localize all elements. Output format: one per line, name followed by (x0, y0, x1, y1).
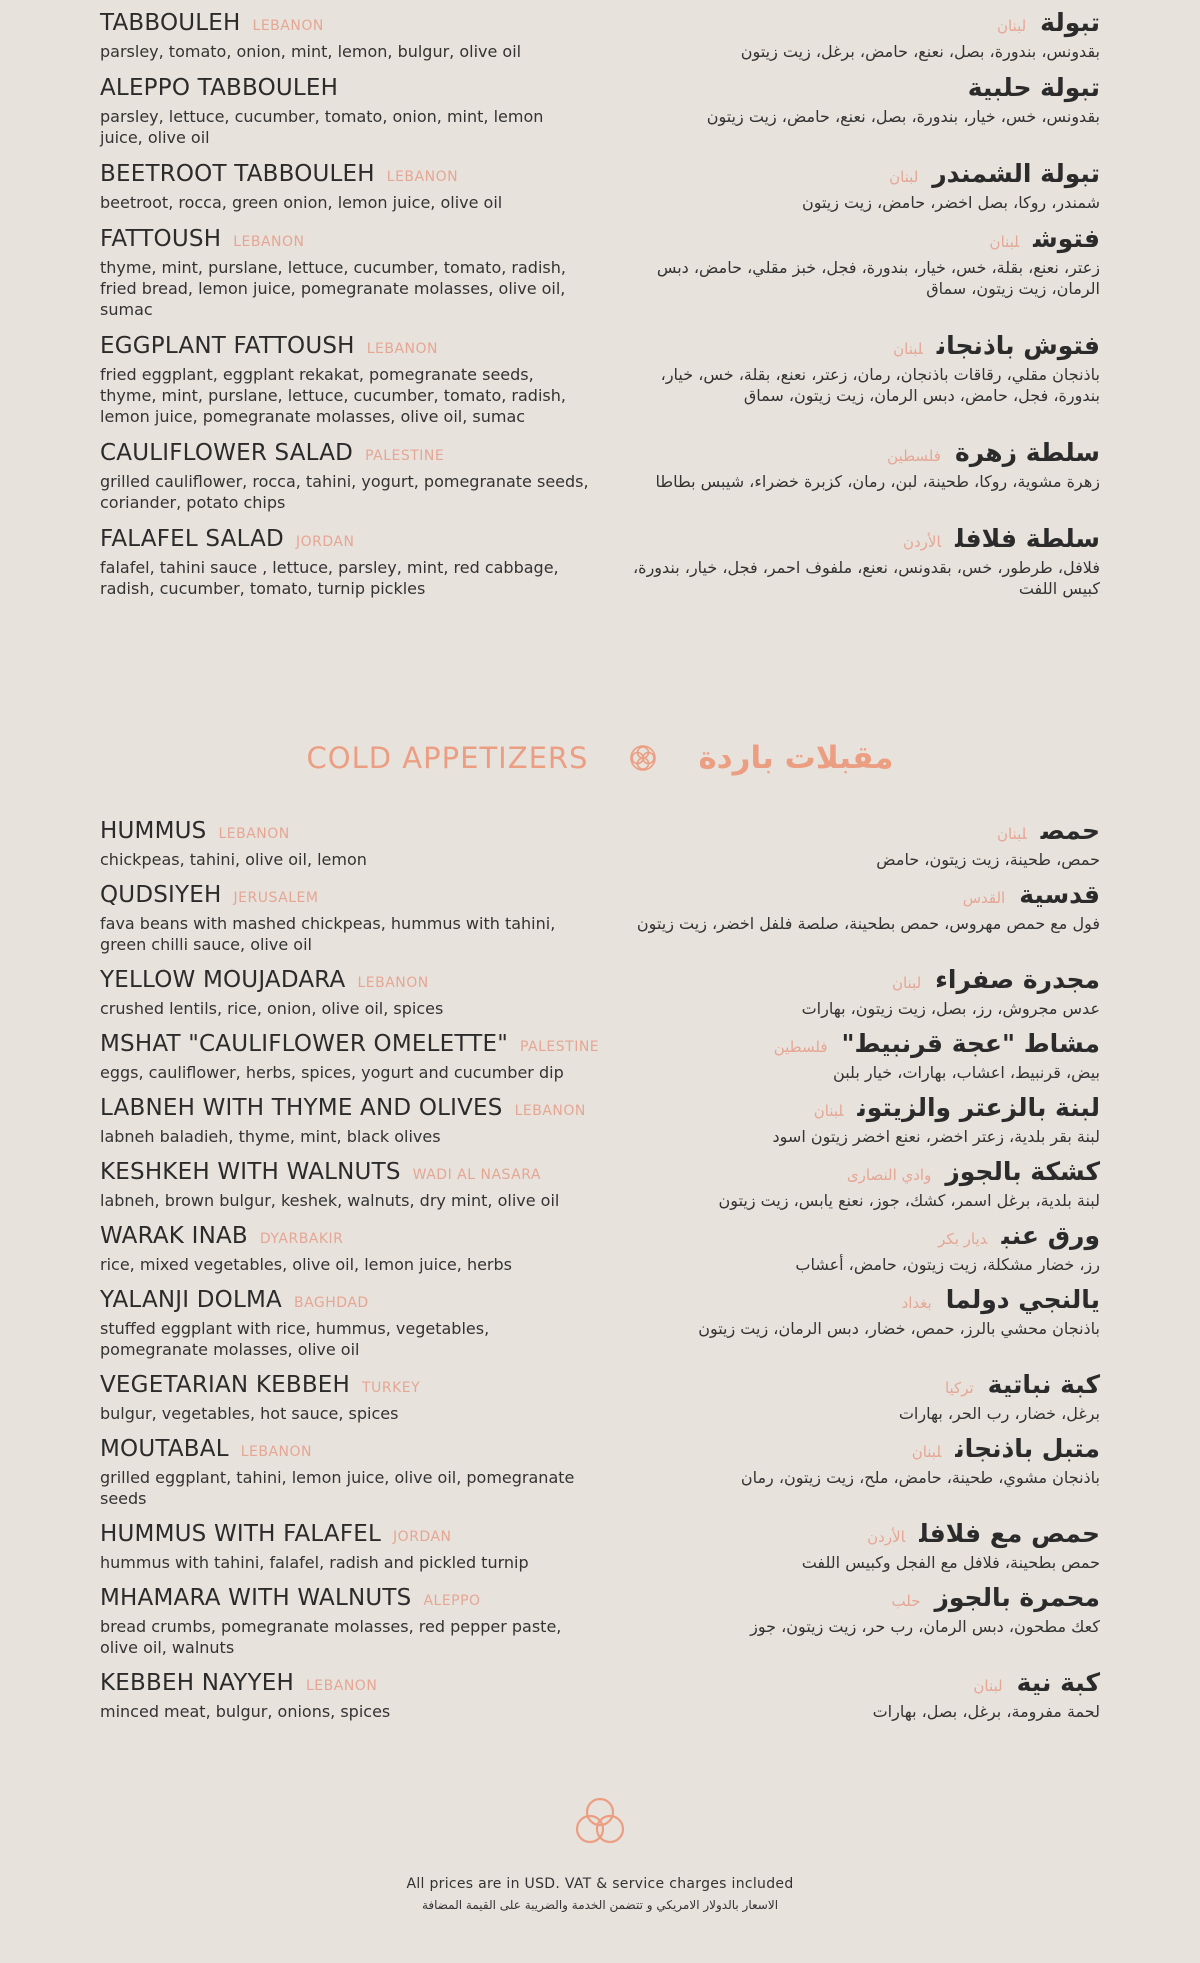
dish-name-en: EGGPLANT FATTOUSH (100, 333, 355, 359)
dish-name-en: LABNEH WITH THYME AND OLIVES (100, 1095, 503, 1121)
menu-item (0, 1583, 1200, 1658)
dish-origin-ar: لبنان (911, 1443, 942, 1461)
dish-description-en: bread crumbs, pomegranate molasses, red pepper paste, olive oil, walnuts (100, 1617, 562, 1657)
menu-item-en (100, 880, 590, 955)
dish-description-ar: زعتر، نعنع، بقلة، خس، خيار، بندورة، فجل، خبز مقلي، حامض، دبس الرمان، زيت زيتون، سماق (656, 258, 1100, 298)
menu-item (0, 1093, 1200, 1147)
dish-name-en: TABBOULEH (100, 10, 241, 36)
menu-item-ar (630, 816, 1100, 870)
dish-name-ar: متبل باذنجان (955, 1434, 1100, 1463)
menu-item (0, 880, 1200, 955)
dish-description-ar: بقدونس، خس، خيار، بندورة، بصل، نعنع، حامض، زيت زيتون (706, 107, 1100, 126)
menu-item-en (100, 73, 590, 148)
dish-name-en: ALEPPO TABBOULEH (100, 75, 339, 101)
menu-item (0, 965, 1200, 1019)
dish-name-ar: تبولة حلبية (967, 73, 1100, 102)
dish-name-en: YELLOW MOUJADARA (100, 967, 346, 993)
dish-origin-en: JORDAN (295, 534, 355, 550)
dish-origin-en: LEBANON (366, 341, 438, 357)
menu-item (0, 224, 1200, 320)
dish-description-ar: لبنة بلدية، برغل اسمر، كشك، جوز، نعنع يابس، زيت زيتون (718, 1191, 1100, 1210)
cold-appetizers-section (0, 816, 1200, 1732)
footer (0, 1792, 1200, 1912)
dish-name-ar: حمص مع فلافل (919, 1519, 1100, 1548)
dish-name-en: YALANJI DOLMA (100, 1287, 282, 1313)
menu-item-ar (630, 880, 1100, 955)
menu-item-en (100, 1583, 590, 1658)
menu-item-en (100, 1370, 590, 1424)
dish-origin-en: LEBANON (240, 1444, 313, 1460)
dish-origin-en: DYARBAKIR (259, 1231, 344, 1247)
menu-item-en (100, 1285, 590, 1360)
dish-origin-en: ALEPPO (423, 1593, 481, 1609)
dish-description-en: stuffed eggplant with rice, hummus, vegetables, pomegranate molasses, olive oil (100, 1319, 490, 1359)
menu-item (0, 1370, 1200, 1424)
menu-item-en (100, 524, 590, 599)
dish-name-ar: يالنجي دولما (945, 1285, 1100, 1314)
menu-item-ar (630, 73, 1100, 148)
dish-name-en: MOUTABAL (100, 1436, 229, 1462)
dish-name-ar: كشكة بالجوز (945, 1157, 1100, 1186)
menu-item (0, 1434, 1200, 1509)
dish-name-en: CAULIFLOWER SALAD (100, 440, 354, 466)
menu-item-ar (630, 1221, 1100, 1275)
dish-description-en: minced meat, bulgur, onions, spices (100, 1702, 391, 1721)
dish-description-ar: شمندر، روكا، بصل اخضر، حامض، زيت زيتون (801, 193, 1100, 212)
dish-name-en: MSHAT "CAULIFLOWER OMELETTE" (100, 1031, 508, 1057)
dish-description-en: rice, mixed vegetables, olive oil, lemon juice, herbs (100, 1255, 512, 1274)
dish-origin-en: TURKEY (362, 1380, 421, 1396)
dish-origin-en: JORDAN (393, 1529, 452, 1545)
menu-item-ar (630, 1583, 1100, 1658)
dish-description-en: labneh baladieh, thyme, mint, black olives (100, 1127, 441, 1146)
dish-origin-ar: لبنان (813, 1102, 844, 1120)
menu-item-ar (630, 965, 1100, 1019)
dish-description-ar: فول مع حمص مهروس، حمص بطحينة، صلصة فلفل اخضر، زيت زيتون (636, 914, 1100, 933)
menu-item (0, 159, 1200, 213)
cold-appetizers-header (0, 736, 1200, 780)
menu-item-ar (630, 1370, 1100, 1424)
dish-origin-en: LEBANON (233, 234, 305, 250)
salads-section (0, 8, 1200, 610)
menu-item (0, 331, 1200, 427)
dish-name-ar: تبولة (1040, 8, 1100, 37)
dish-origin-ar: لبنان (989, 233, 1020, 251)
dish-name-en: HUMMUS WITH FALAFEL (100, 1521, 382, 1547)
menu-item-ar (630, 524, 1100, 599)
dish-description-ar: عدس مجروش، رز، بصل، زيت زيتون، بهارات (801, 999, 1100, 1018)
dish-origin-en: BAGHDAD (293, 1295, 369, 1311)
menu-item-ar (630, 1434, 1100, 1509)
menu-item-en (100, 816, 590, 870)
menu-item-ar (630, 1519, 1100, 1573)
menu-item-ar (630, 438, 1100, 513)
dish-description-ar: كعك مطحون، دبس الرمان، رب حر، زيت زيتون، جوز (750, 1617, 1100, 1636)
menu-item-en (100, 1221, 590, 1275)
dish-origin-ar: لبنان (996, 825, 1027, 843)
dish-description-en: hummus with tahini, falafel, radish and pickled turnip (100, 1553, 529, 1572)
dish-description-ar: باذنجان مشوي، طحينة، حامض، ملح، زيت زيتون، رمان (740, 1468, 1100, 1487)
dish-origin-en: LEBANON (218, 826, 290, 842)
flower-ornament-icon (628, 743, 658, 773)
cold-appetizers-title-ar: مقبلات باردة (698, 740, 894, 776)
menu-item-ar (630, 1029, 1100, 1083)
menu-item-ar (630, 331, 1100, 427)
menu-item-ar (630, 1157, 1100, 1211)
menu-item-en (100, 1093, 590, 1147)
dish-description-en: bulgur, vegetables, hot sauce, spices (100, 1404, 399, 1423)
dish-name-ar: مجدرة صفراء (935, 965, 1100, 994)
dish-name-en: HUMMUS (100, 818, 207, 844)
dish-name-en: KESHKEH WITH WALNUTS (100, 1159, 401, 1185)
dish-origin-en: JERUSALEM (233, 890, 319, 906)
menu-item (0, 1668, 1200, 1722)
dish-origin-ar: لبنان (893, 340, 923, 358)
dish-name-ar: سلطة زهرة (954, 438, 1100, 467)
menu-item-en (100, 438, 590, 513)
dish-description-ar: بقدونس، بندورة، بصل، نعنع، حامض، برغل، زيت زيتون (740, 42, 1100, 61)
dish-description-en: thyme, mint, purslane, lettuce, cucumber, tomato, radish, fried bread, lemon juice, pomegranate molasses, olive oil, sumac (100, 258, 566, 319)
dish-name-ar: تبولة الشمندر (932, 159, 1100, 188)
dish-description-en: eggs, cauliflower, herbs, spices, yogurt and cucumber dip (100, 1063, 564, 1082)
menu-item-en (100, 159, 590, 213)
menu-item (0, 1157, 1200, 1211)
dish-origin-en: LEBANON (357, 975, 429, 991)
menu-item-en (100, 1519, 590, 1573)
menu-item (0, 8, 1200, 62)
menu-item-en (100, 965, 590, 1019)
menu-item-en (100, 1434, 590, 1509)
dish-origin-en: LEBANON (306, 1678, 378, 1694)
dish-name-ar: كبة نباتية (987, 1370, 1100, 1399)
dish-origin-ar: وادي النصارى (846, 1166, 932, 1184)
dish-origin-ar: لبنان (996, 17, 1027, 35)
dish-name-en: FALAFEL SALAD (100, 526, 284, 552)
prices-note-ar: الاسعار بالدولار الامريكي و تتضمن الخدمة والضريبة على القيمة المضافة (421, 1898, 779, 1912)
dish-origin-ar: بغداد (901, 1294, 932, 1312)
dish-description-en: parsley, lettuce, cucumber, tomato, onion, mint, lemon juice, olive oil (100, 107, 544, 147)
dish-description-ar: برغل، خضار، رب الحر، بهارات (898, 1404, 1100, 1423)
dish-origin-ar: فلسطين (887, 447, 941, 465)
dish-name-ar: فتوش (1033, 224, 1100, 253)
dish-name-ar: سلطة فلافل (955, 524, 1100, 553)
dish-name-en: WARAK INAB (100, 1223, 248, 1249)
dish-description-ar: حمص، طحينة، زيت زيتون، حامض (876, 850, 1100, 869)
menu-item-ar (630, 8, 1100, 62)
dish-name-en: FATTOUSH (100, 226, 222, 252)
dish-name-en: BEETROOT TABBOULEH (100, 161, 375, 187)
dish-description-ar: بيض، قرنبيط، اعشاب، بهارات، خيار بلبن (833, 1063, 1100, 1082)
menu-item-en (100, 1157, 590, 1211)
dish-name-en: KEBBEH NAYYEH (100, 1670, 294, 1696)
brand-logo-icon (0, 1792, 1200, 1852)
dish-origin-en: WADI AL NASARA (412, 1167, 541, 1183)
dish-description-en: grilled eggplant, tahini, lemon juice, olive oil, pomegranate seeds (100, 1468, 575, 1508)
dish-origin-en: LEBANON (386, 169, 459, 185)
dish-description-ar: حمص بطحينة، فلافل مع الفجل وكبيس اللفت (801, 1553, 1100, 1572)
dish-name-ar: محمرة بالجوز (934, 1583, 1100, 1612)
dish-origin-ar: تركيا (944, 1379, 974, 1397)
menu-item (0, 438, 1200, 513)
dish-description-ar: زهرة مشوية، روكا، طحينة، لبن، رمان، كزبرة خضراء، شيبس بطاطا (655, 472, 1100, 491)
dish-name-ar: قدسية (1019, 880, 1100, 909)
dish-origin-ar: ديار بكر (938, 1230, 988, 1248)
dish-description-ar: باذنجان مقلي، رقاقات باذنجان، رمان، زعتر، نعنع، بقلة، خس، خيار، بندورة، فجل، حامض، دبس الرمان، زيت زيتون، سماق (660, 365, 1100, 405)
dish-name-en: MHAMARA WITH WALNUTS (100, 1585, 412, 1611)
dish-description-en: fava beans with mashed chickpeas, hummus with tahini, green chilli sauce, olive oil (100, 914, 556, 954)
menu-item-en (100, 8, 590, 62)
dish-origin-ar: الأردن (902, 533, 942, 551)
dish-origin-en: PALESTINE (519, 1039, 600, 1055)
dish-description-ar: فلافل، طرطور، خس، بقدونس، نعنع، ملفوف احمر، فجل، خيار، بندورة، كبيس اللفت (633, 558, 1100, 598)
dish-name-en: VEGETARIAN KEBBEH (100, 1372, 351, 1398)
cold-appetizers-title-en: COLD APPETIZERS (306, 741, 589, 775)
menu-item-ar (630, 159, 1100, 213)
menu-item-ar (630, 1285, 1100, 1360)
menu-item (0, 524, 1200, 599)
dish-origin-en: LEBANON (514, 1103, 586, 1119)
dish-origin-ar: حلب (891, 1592, 921, 1610)
dish-origin-ar: الأردن (867, 1528, 906, 1546)
dish-name-ar: مشاط "عجة قرنبيط" (841, 1029, 1100, 1058)
dish-description-en: beetroot, rocca, green onion, lemon juice, olive oil (100, 193, 503, 212)
menu-item-en (100, 1668, 590, 1722)
menu-item-en (100, 224, 590, 320)
dish-description-ar: رز، خضار مشكلة، زيت زيتون، حامض، أعشاب (795, 1255, 1100, 1274)
dish-name-ar: حمص (1040, 816, 1100, 845)
menu-item (0, 73, 1200, 148)
dish-description-en: falafel, tahini sauce , lettuce, parsley, mint, red cabbage, radish, cucumber, tomato, turnip pickles (100, 558, 559, 598)
dish-name-en: QUDSIYEH (100, 882, 222, 908)
dish-origin-ar: لبنان (973, 1677, 1003, 1695)
dish-name-ar: فتوش باذنجان (936, 331, 1100, 360)
menu-item (0, 1029, 1200, 1083)
dish-origin-ar: لبنان (889, 168, 919, 186)
menu-item (0, 1221, 1200, 1275)
menu-item-en (100, 1029, 600, 1083)
dish-description-en: grilled cauliflower, rocca, tahini, yogurt, pomegranate seeds, coriander, potato chips (100, 472, 589, 512)
dish-description-ar: لبنة بقر بلدية، زعتر اخضر، نعنع اخضر زيتون اسود (772, 1127, 1100, 1146)
dish-description-en: fried eggplant, eggplant rekakat, pomegranate seeds, thyme, mint, purslane, lettuce, cucumber, tomato, radish, lemon juice, pomegranate molasses, olive oil, sumac (100, 365, 566, 426)
menu-item (0, 1519, 1200, 1573)
dish-name-ar: ورق عنب (1001, 1221, 1100, 1250)
dish-origin-en: PALESTINE (365, 448, 445, 464)
dish-description-en: chickpeas, tahini, olive oil, lemon (100, 850, 367, 869)
menu-item-ar (630, 224, 1100, 320)
dish-origin-ar: القدس (962, 889, 1006, 907)
dish-origin-ar: لبنان (891, 974, 922, 992)
prices-note-en: All prices are in USD. VAT & service charges included (406, 1876, 794, 1892)
dish-origin-en: LEBANON (252, 18, 324, 34)
dish-name-ar: لبنة بالزعتر والزيتون (857, 1093, 1100, 1122)
dish-name-ar: كبة نية (1016, 1668, 1100, 1697)
dish-description-en: crushed lentils, rice, onion, olive oil, spices (100, 999, 444, 1018)
dish-description-en: labneh, brown bulgur, keshek, walnuts, dry mint, olive oil (100, 1191, 560, 1210)
menu-item (0, 816, 1200, 870)
dish-description-ar: باذنجان محشي بالرز، حمص، خضار، دبس الرمان، زيت زيتون (698, 1319, 1100, 1338)
dish-description-ar: لحمة مفرومة، برغل، بصل، بهارات (872, 1702, 1100, 1721)
menu-item-en (100, 331, 590, 427)
menu-item-ar (630, 1093, 1100, 1147)
menu-item-ar (630, 1668, 1100, 1722)
dish-description-en: parsley, tomato, onion, mint, lemon, bulgur, olive oil (100, 42, 522, 61)
menu-item (0, 1285, 1200, 1360)
dish-origin-ar: فلسطين (773, 1038, 828, 1056)
